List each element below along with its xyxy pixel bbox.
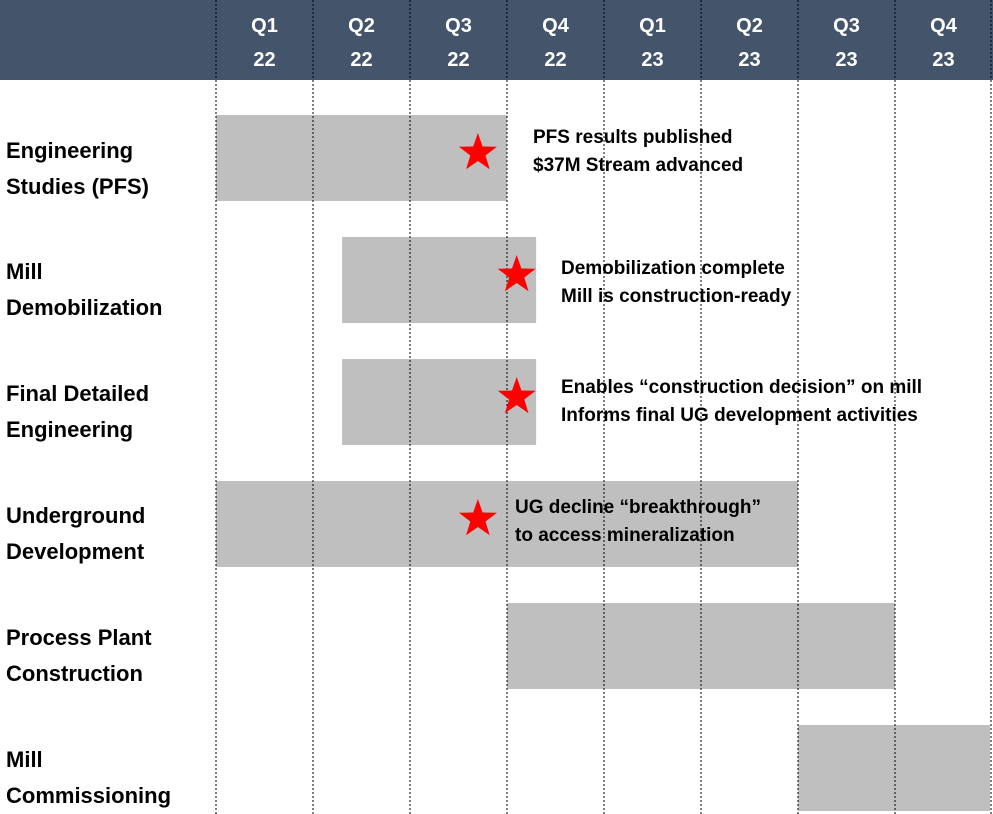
year-label: 23 [738,49,761,71]
task-label: Underground Development [6,503,146,564]
task-bar [216,115,507,201]
quarter-label: Q3 [445,15,472,37]
milestone-note: Demobilization complete Mill is construction-ready [561,258,792,307]
task-bars [216,115,990,811]
milestone-note: UG decline “breakthrough” to access mineralization [515,497,761,546]
year-label: 23 [641,49,664,71]
task-label: Mill Commissioning [6,747,172,808]
quarter-label: Q2 [736,15,763,37]
year-label: 23 [932,49,955,71]
quarter-label: Q1 [251,15,278,37]
quarter-label: Q2 [348,15,375,37]
task-label: Final Detailed Engineering [6,381,150,442]
year-label: 22 [253,49,276,71]
year-label: 22 [544,49,567,71]
task-label: Mill Demobilization [6,259,163,320]
task-label: Process Plant Construction [6,625,152,686]
task-label: Engineering Studies (PFS) [6,138,150,199]
quarter-label: Q4 [930,15,957,37]
year-label: 23 [835,49,858,71]
quarter-label: Q4 [542,15,569,37]
milestone-note: PFS results published $37M Stream advanced [533,127,744,176]
milestone-note: Enables “construction decision” on mill Informs final UG development activities [561,377,923,426]
quarter-label: Q1 [639,15,666,37]
quarter-label: Q3 [833,15,860,37]
year-label: 22 [350,49,373,71]
year-label: 22 [447,49,470,71]
task-bar [798,725,990,811]
